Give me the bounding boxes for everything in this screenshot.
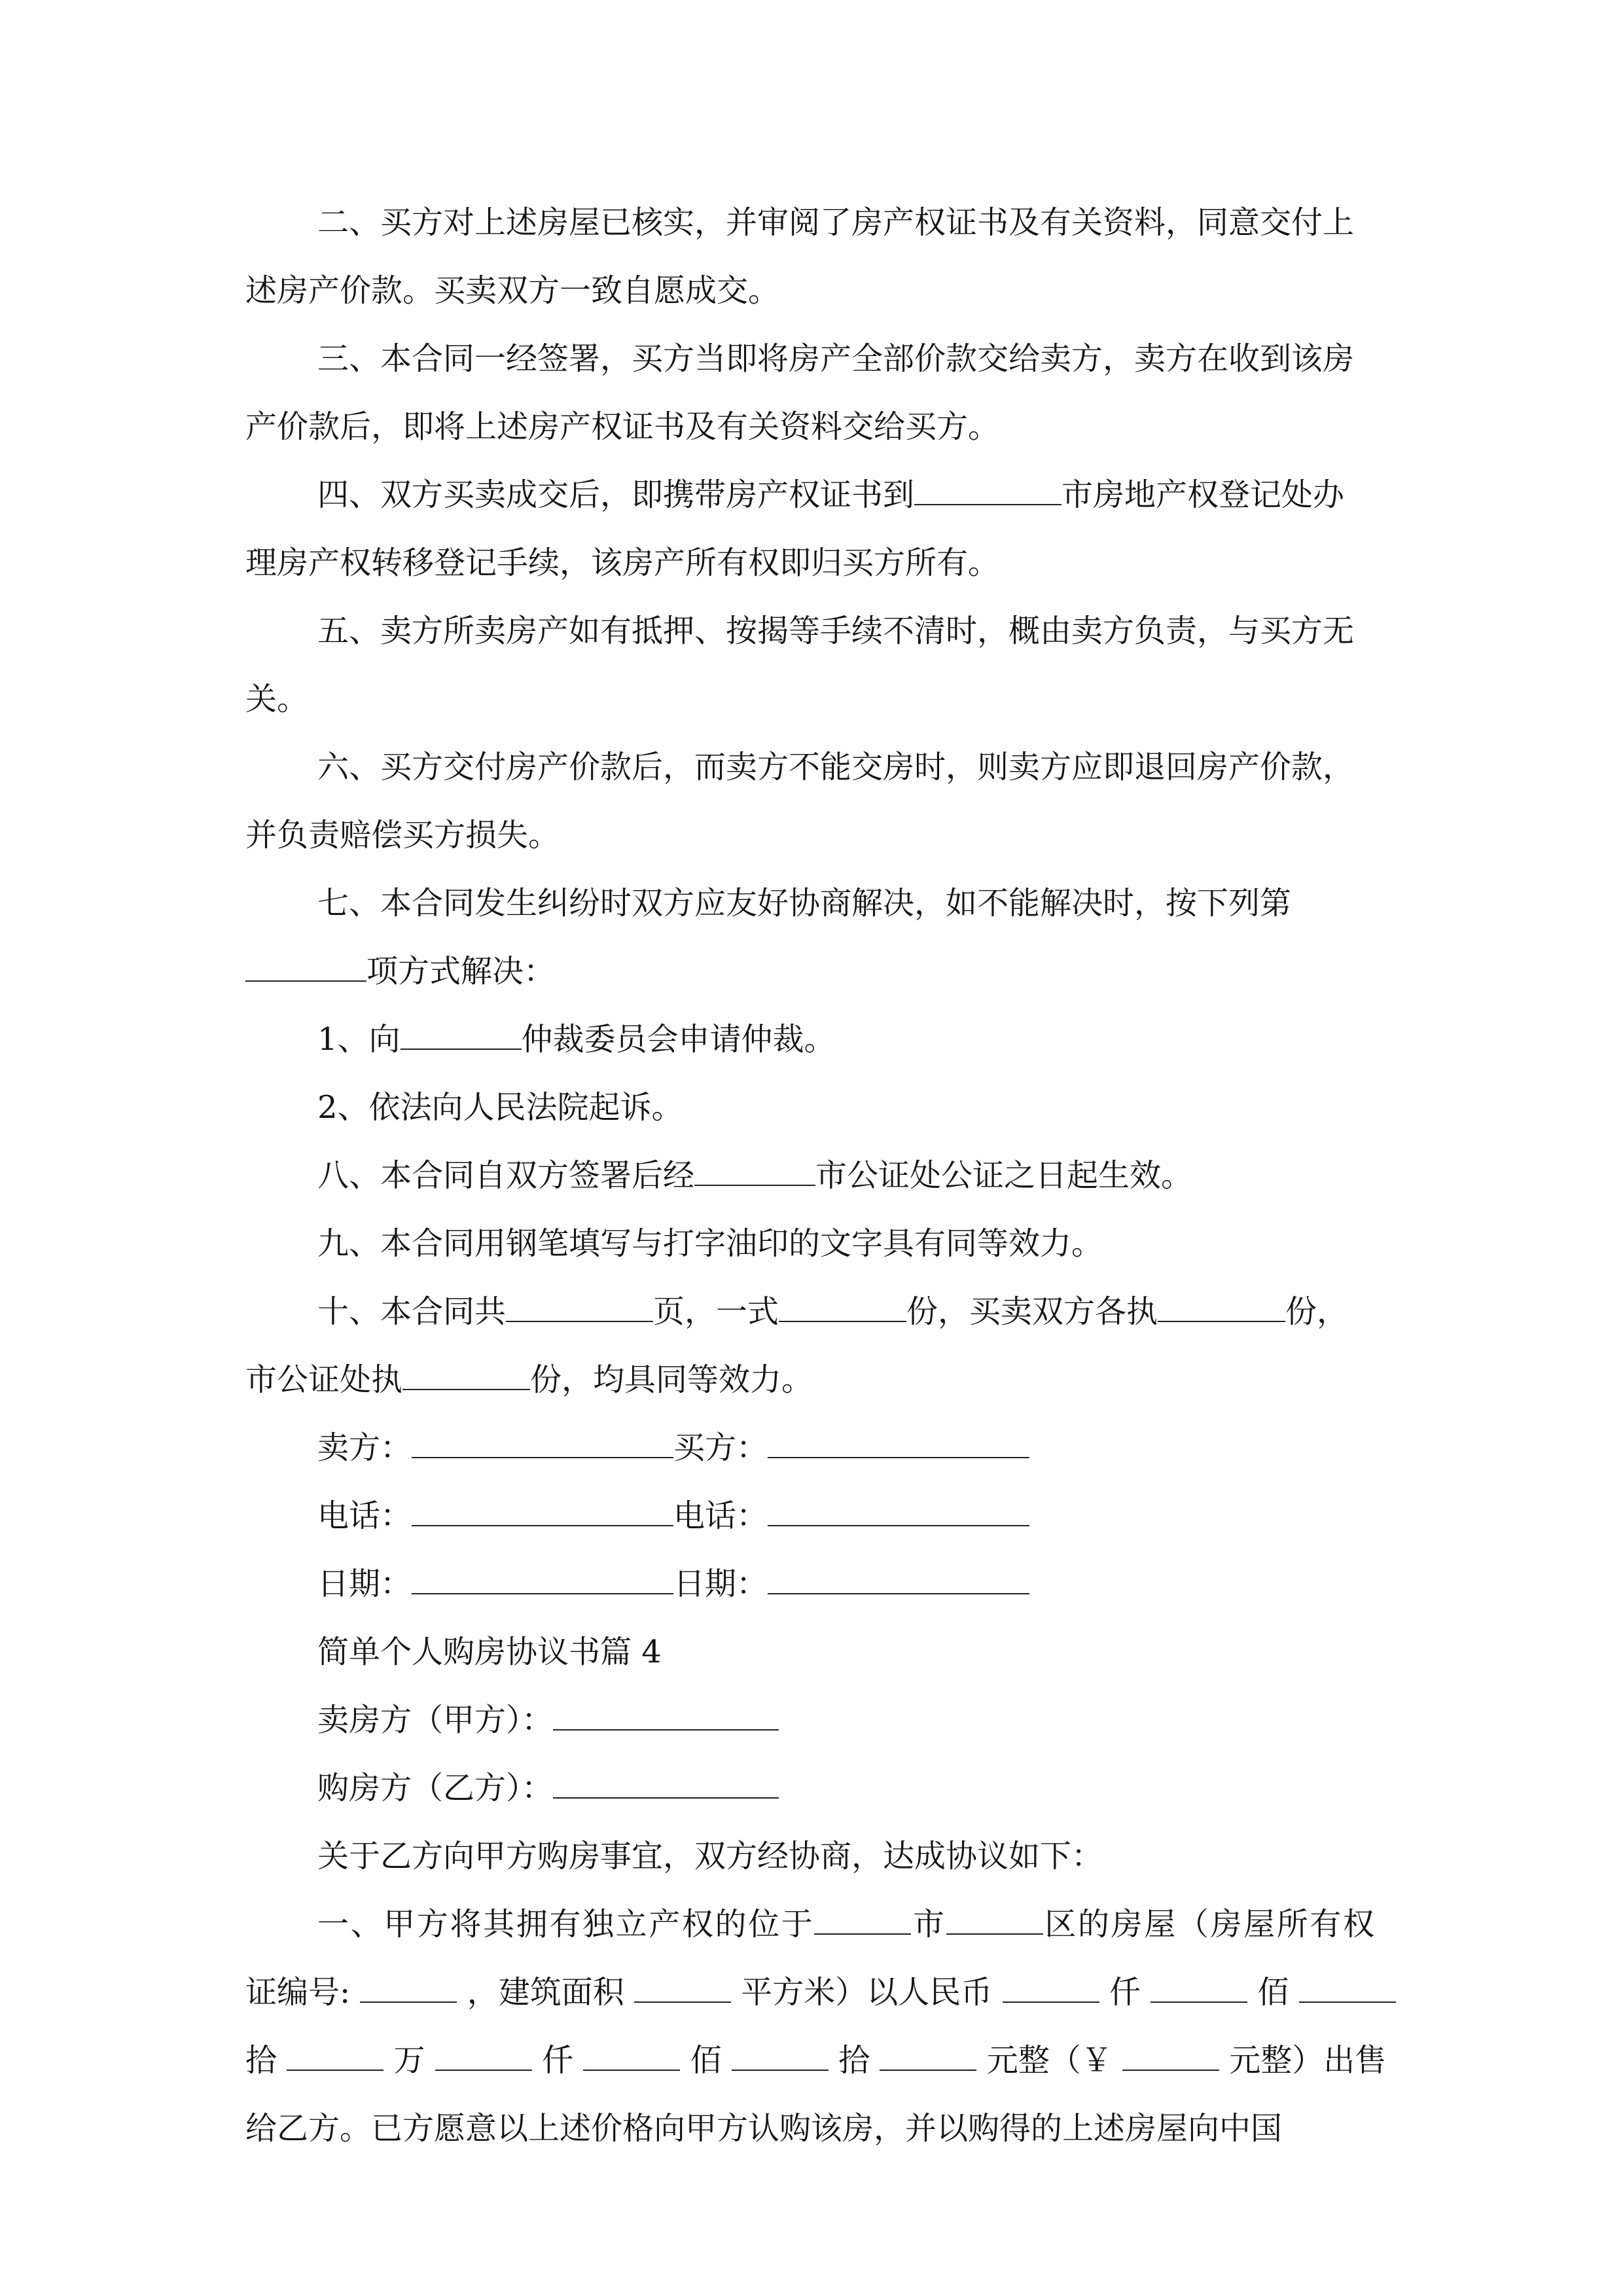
clause-4-line-2: 理房产权转移登记手续，该房产所有权即归买方所有。 bbox=[245, 545, 1000, 581]
buyer-phone-blank bbox=[768, 1499, 1029, 1526]
seller-phone-label: 电话： bbox=[317, 1498, 412, 1534]
item-1-text-shi-1: 拾 bbox=[245, 2042, 277, 2079]
seller-date-blank bbox=[412, 1567, 673, 1594]
seller-phone-blank bbox=[412, 1499, 673, 1526]
fill-blank-thousand-a bbox=[1150, 1975, 1247, 2003]
clause-10-text-a: 十、本合同共 bbox=[317, 1293, 507, 1330]
item-1-line-1 bbox=[245, 1890, 1374, 1958]
clause-8-text-b: 市公证处公证之日起生效。 bbox=[815, 1157, 1193, 1194]
item-1-text-cert: 证编号: bbox=[245, 1974, 351, 2011]
clause-8 bbox=[245, 1141, 1374, 1210]
fill-blank-copies bbox=[779, 1295, 906, 1322]
clause-7-option-1 bbox=[245, 1005, 1374, 1073]
clause-10-line-1 bbox=[245, 1278, 1374, 1346]
fill-blank-arbitration bbox=[401, 1022, 522, 1050]
buyer-party-line bbox=[245, 1754, 1374, 1822]
fill-blank-hundred-a bbox=[1299, 1975, 1396, 2003]
fill-blank-option-number bbox=[245, 954, 366, 982]
item-1-text-bai: 佰 bbox=[1257, 1974, 1289, 2011]
fill-blank-city bbox=[914, 478, 1061, 505]
clause-2-line-2: 述房产价款。买卖双方一致自愿成交。 bbox=[245, 272, 780, 309]
fill-blank-notary-copies bbox=[402, 1363, 530, 1390]
item-1-text-bai-2: 佰 bbox=[690, 2042, 722, 2079]
clause-9: 九、本合同用钢笔填写与打字油印的文字具有同等效力。 bbox=[317, 1225, 1103, 1262]
clause-8-text-a: 八、本合同自双方签署后经 bbox=[317, 1157, 695, 1194]
clause-7-line-1: 七、本合同发生纠纷时双方应友好协商解决，如不能解决时，按下列第 bbox=[317, 885, 1292, 922]
clause-4-text-b: 市房地产权登记处办 bbox=[1061, 476, 1345, 513]
item-1-text-qian-2: 仟 bbox=[542, 2042, 574, 2079]
option-1-text-a: 1、向 bbox=[317, 1021, 401, 1058]
buyer-party-label: 购房方（乙方）： bbox=[317, 1770, 554, 1806]
fill-blank-each-copies bbox=[1158, 1295, 1285, 1322]
clause-6-line-1: 六、买方交付房产价款后，而卖方不能交房时，则卖方应即退回房产价款， bbox=[317, 749, 1355, 785]
fill-blank-area bbox=[634, 1975, 731, 2003]
seller-party-blank bbox=[553, 1703, 779, 1731]
clause-4-line-1 bbox=[245, 461, 1374, 529]
fill-blank-qian bbox=[583, 2043, 680, 2071]
fill-blank-cert-number bbox=[360, 1975, 457, 2003]
fill-blank-notary-city bbox=[694, 1158, 815, 1186]
seller-signature-blank bbox=[412, 1431, 673, 1458]
item-1-text-wan: 万 bbox=[393, 2042, 425, 2079]
document-page bbox=[245, 188, 1387, 2162]
fill-blank-item-city bbox=[814, 1907, 911, 1935]
item-1-text-c: 区的房屋（房屋所有权 bbox=[1043, 1906, 1374, 1943]
fill-blank-item-district bbox=[946, 1907, 1043, 1935]
clause-7-option-2: 2、依法向人民法院起诉。 bbox=[317, 1089, 683, 1126]
seller-party-line bbox=[245, 1686, 1374, 1754]
fill-blank-pages bbox=[506, 1295, 653, 1322]
clause-4-text-a: 四、双方买卖成交后，即携带房产权证书到 bbox=[317, 476, 915, 513]
fill-blank-bai bbox=[732, 2043, 829, 2071]
fill-blank-ten-a bbox=[287, 2043, 383, 2071]
buyer-date-label: 日期： bbox=[673, 1566, 768, 1602]
item-1-text-area: ，建筑面积 bbox=[467, 1974, 624, 2011]
section-4-heading: 简单个人购房协议书篇 4 bbox=[317, 1634, 662, 1670]
buyer-label: 买方： bbox=[673, 1429, 768, 1466]
item-1-text-rmb: 平方米）以人民币 bbox=[741, 1974, 993, 2011]
fill-blank-ten-thousand-a bbox=[1003, 1975, 1099, 2003]
item-1-line-4: 给乙方。已方愿意以上述价格向甲方认购该房，并以购得的上述房屋向中国 bbox=[245, 2110, 1283, 2147]
seller-label: 卖方： bbox=[317, 1429, 412, 1466]
clause-10-text-c: 份，买卖双方各执 bbox=[906, 1293, 1158, 1330]
buyer-signature-blank bbox=[768, 1431, 1029, 1458]
item-1-text-b: 市 bbox=[911, 1906, 946, 1943]
item-1-text-shi-2: 拾 bbox=[838, 2042, 870, 2079]
item-1-line-3 bbox=[245, 2026, 1387, 2094]
clause-10-text-b: 页，一式 bbox=[653, 1293, 779, 1330]
fill-blank-yen-amount bbox=[1122, 2043, 1219, 2071]
clause-7-text-method: 项方式解决： bbox=[366, 953, 556, 990]
seller-party-label: 卖房方（甲方）： bbox=[317, 1702, 554, 1738]
clause-5-line-1: 五、卖方所卖房产如有抵押、按揭等手续不清时，概由卖方负责，与买方无 bbox=[317, 613, 1355, 649]
clause-5-line-2: 关。 bbox=[245, 681, 309, 717]
signature-row-date bbox=[245, 1550, 1374, 1618]
buyer-phone-label: 电话： bbox=[673, 1498, 768, 1534]
clause-2-line-1: 二、买方对上述房屋已核实，并审阅了房产权证书及有关资料，同意交付上 bbox=[317, 204, 1355, 241]
agreement-intro: 关于乙方向甲方购房事宜，双方经协商，达成协议如下： bbox=[317, 1838, 1103, 1874]
clause-10-text-e: 市公证处执 bbox=[245, 1361, 403, 1398]
clause-3-line-2: 产价款后，即将上述房产权证书及有关资料交给买方。 bbox=[245, 408, 1000, 445]
signature-row-names bbox=[245, 1414, 1374, 1482]
clause-10-text-d: 份， bbox=[1285, 1293, 1349, 1330]
clause-7-line-2 bbox=[245, 937, 1374, 1005]
clause-10-text-f: 份，均具同等效力。 bbox=[530, 1361, 813, 1398]
clause-3-line-1: 三、本合同一经签署，买方当即将房产全部价款交给卖方，卖方在收到该房 bbox=[317, 340, 1355, 377]
buyer-date-blank bbox=[768, 1567, 1029, 1594]
signature-row-phone bbox=[245, 1482, 1374, 1550]
item-1-text-sale: 元整）出售 bbox=[1229, 2042, 1387, 2079]
option-1-text-b: 仲裁委员会申请仲裁。 bbox=[521, 1021, 836, 1058]
seller-date-label: 日期： bbox=[317, 1566, 412, 1602]
item-1-text-a: 一、甲方将其拥有独立产权的位于 bbox=[317, 1906, 815, 1943]
clause-6-line-2: 并负责赔偿买方损失。 bbox=[245, 817, 560, 853]
item-1-text-qian: 仟 bbox=[1109, 1974, 1141, 2011]
fill-blank-wan bbox=[435, 2043, 532, 2071]
fill-blank-shi bbox=[880, 2043, 976, 2071]
buyer-party-blank bbox=[553, 1771, 779, 1799]
item-1-text-yuan: 元整（￥ bbox=[986, 2042, 1113, 2079]
clause-10-line-2 bbox=[245, 1346, 1374, 1414]
item-1-line-2 bbox=[245, 1958, 1374, 2026]
